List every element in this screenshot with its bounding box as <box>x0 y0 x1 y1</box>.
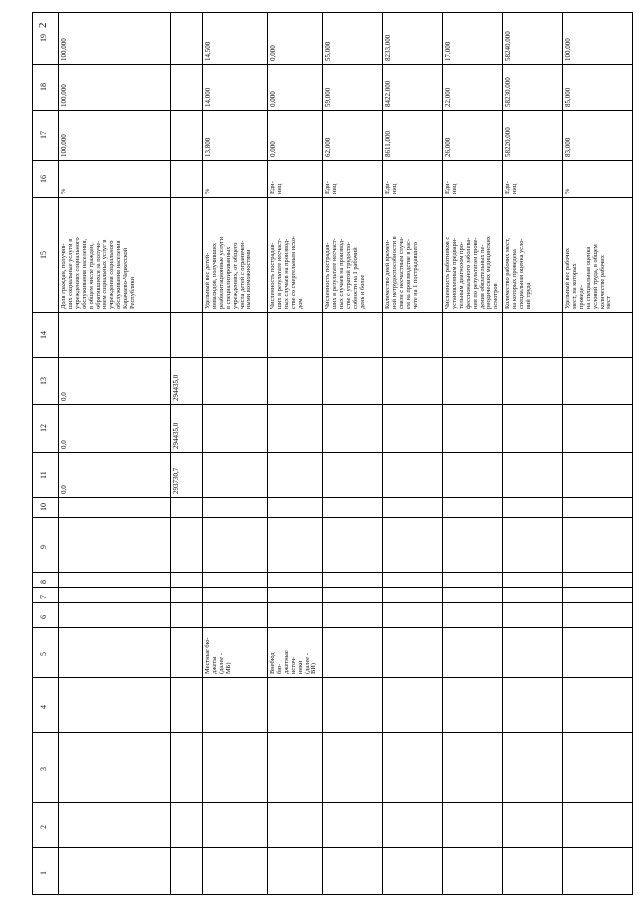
value-col18-cell: 100,000 <box>60 84 68 107</box>
value-col17-cell: 8611,000 <box>384 131 392 157</box>
column-header-12: 12 <box>39 424 48 432</box>
column-divider <box>32 602 632 603</box>
column-header-6: 6 <box>39 614 48 619</box>
column-divider <box>32 847 632 848</box>
column-header-17: 17 <box>39 131 48 139</box>
table-border-top <box>32 12 632 13</box>
unit-cell: Еди- ниц <box>269 181 283 194</box>
column-divider <box>32 587 632 588</box>
indicator-name-cell: Удельный вес детей- инвалидов, получивших реабилитационные услуги в специализированных учреждениях, от общего числа детей с ограничен- ными возможностями <box>204 237 253 309</box>
indicator-name-cell: Количество дней времен- ной нетрудоспособности в связи с несчастным случа- ем на производстве в рас- чете на 1 пострадавшего <box>384 236 419 309</box>
indicator-name-cell: Численность пострадав- ших в результате несчаст- ных случаев на производ- стве с утратой трудоспо- собности на 1 рабочий день и более <box>324 238 366 309</box>
column-divider <box>32 732 632 733</box>
value-col18-cell: 14,000 <box>204 87 212 107</box>
unit-cell: Еди- ниц <box>444 181 458 194</box>
column-divider <box>32 894 632 895</box>
column-divider <box>32 677 632 678</box>
value-col19-cell: 58240,000 <box>504 31 512 61</box>
value-col18-cell: 85,000 <box>564 87 572 107</box>
column-header-16: 16 <box>39 174 48 183</box>
value-col12-cell: 0,0 <box>60 440 68 449</box>
value-col19-cell: 17,000 <box>444 41 452 61</box>
value-col19-cell: 0,000 <box>269 45 277 61</box>
column-header-11: 11 <box>39 470 48 479</box>
column-divider <box>32 497 632 498</box>
value-col18-cell: 8422,000 <box>384 80 392 107</box>
row-divider <box>382 12 383 894</box>
column-divider <box>32 517 632 518</box>
column-divider <box>32 110 632 111</box>
value-col18-cell: 59,000 <box>324 87 332 107</box>
indicator-name-cell: Численность работников с установленным предвари- тельным диагнозом про- фессионального заболева- ния по результатам прове- дения обязательных пе- риодических медицинских осмотров <box>444 236 500 309</box>
funding-source-cell: Местные бю- джеты (далее - МБ) <box>204 637 232 674</box>
unit-cell: Еди- ниц <box>324 181 338 194</box>
row-divider <box>502 12 503 894</box>
row-divider <box>267 12 268 894</box>
column-header-2: 2 <box>39 824 48 829</box>
column-divider <box>32 802 632 803</box>
value-col19-cell: 8233,000 <box>384 34 392 61</box>
value-col19-cell: 55,000 <box>324 41 332 61</box>
table-border-left <box>32 12 33 894</box>
funding-source-cell: Внебюд бю- джетные источ- ники (далее - ВИ) <box>269 650 318 674</box>
column-header-1: 1 <box>39 870 48 875</box>
page-number: 2 <box>37 22 49 28</box>
value-col17-cell: 13,800 <box>204 137 212 157</box>
value-col19-cell: 100,000 <box>60 38 68 61</box>
value-col17-cell: 100,000 <box>60 134 68 157</box>
value-col19-cell: 100,000 <box>564 38 572 61</box>
unit-cell: % <box>204 188 211 194</box>
column-header-18: 18 <box>39 83 48 91</box>
value-col11-cell: 0,0 <box>60 485 68 494</box>
column-header-10: 10 <box>39 503 48 511</box>
indicator-name-cell: Численность пострадав- ших в результате несчаст- ных случаев на производ- стве со смертельным исхо- дом <box>269 235 304 309</box>
column-header-3: 3 <box>39 767 48 771</box>
indicator-name-cell: Доля граждан, получив- ших социальные услуги в учреждениях социального обслуживания населения, в общем числе граждан, обратившихся за получе- нием социальных услуг в учреждения социального обслуживания населения Карачаево-Черкесской Республики <box>60 237 137 309</box>
unit-cell: % <box>60 188 67 194</box>
value-col18-cell: 22,000 <box>444 87 452 107</box>
column-divider <box>32 404 632 405</box>
column-divider <box>32 64 632 65</box>
column-divider <box>32 160 632 161</box>
column-header-14: 14 <box>39 330 48 339</box>
value-col18-cell: 0,000 <box>269 91 277 107</box>
column-divider <box>32 627 632 628</box>
value-col19-cell: 14,500 <box>204 41 212 61</box>
column-divider <box>32 312 632 313</box>
indicator-name-cell: Количество рабочих мест, на которых проведена специальная оценка усло- вий труда <box>504 238 532 309</box>
column-header-8: 8 <box>39 579 48 584</box>
value-col11-cell: 293730,7 <box>172 467 180 494</box>
column-header-15: 15 <box>39 250 48 259</box>
row-divider <box>442 12 443 894</box>
unit-cell: % <box>564 188 571 194</box>
indicator-name-cell: Удельный вес рабочих мест, на которых проведе- на специальная оценка условий труда, в общем количестве рабочих мест <box>564 244 613 309</box>
row-divider <box>202 12 203 894</box>
column-header-7: 7 <box>39 594 48 599</box>
column-header-19: 19 <box>39 34 48 42</box>
column-header-5: 5 <box>39 652 48 656</box>
column-divider <box>32 572 632 573</box>
value-col12-cell: 294435,0 <box>172 422 180 449</box>
column-divider <box>32 357 632 358</box>
value-col17-cell: 62,000 <box>324 137 332 157</box>
unit-cell: Еди- ниц <box>504 181 518 194</box>
column-divider <box>32 197 632 198</box>
value-col17-cell: 26,000 <box>444 137 452 157</box>
value-col13-cell: 294435,0 <box>172 374 180 401</box>
value-col18-cell: 58230,000 <box>504 77 512 107</box>
row-divider <box>562 12 563 894</box>
unit-cell: Еди- ниц <box>384 181 398 194</box>
header-separator <box>58 12 59 894</box>
value-col17-cell: 83,000 <box>564 137 572 157</box>
row-divider <box>322 12 323 894</box>
row-divider <box>632 12 633 894</box>
document-table <box>32 12 632 894</box>
value-col17-cell: 0,000 <box>269 141 277 157</box>
row-divider <box>170 12 171 894</box>
value-col17-cell: 58220,000 <box>504 127 512 157</box>
column-header-4: 4 <box>39 704 48 709</box>
column-header-9: 9 <box>39 544 48 549</box>
value-col13-cell: 0,0 <box>60 392 68 401</box>
column-header-13: 13 <box>39 376 48 385</box>
column-divider <box>32 452 632 453</box>
